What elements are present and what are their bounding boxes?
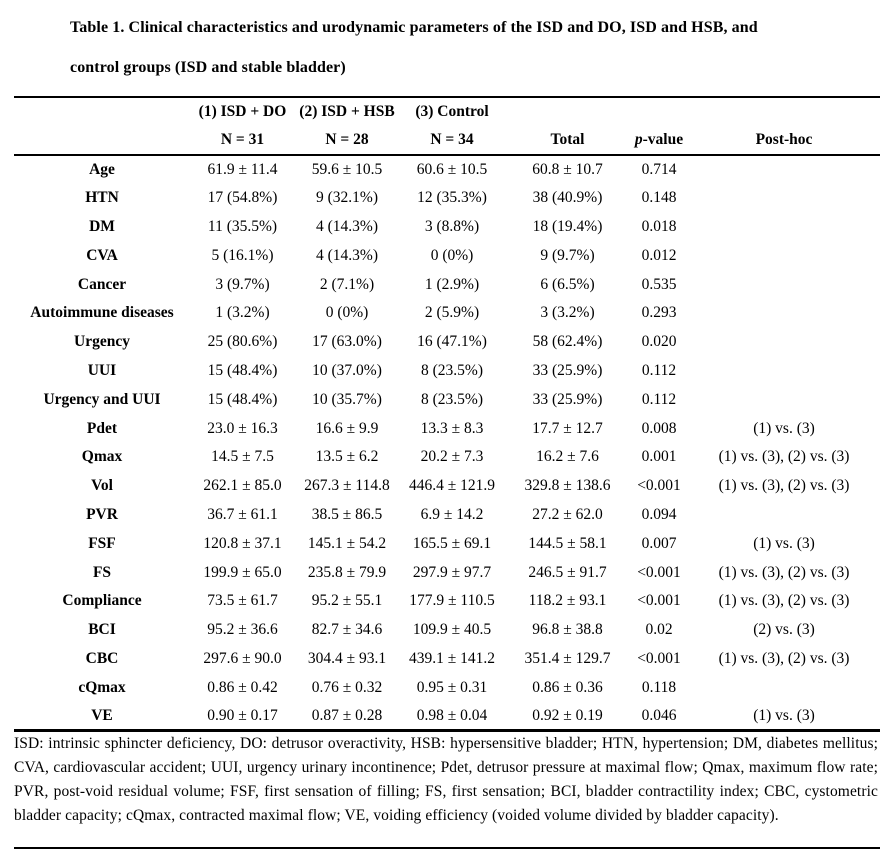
cell-total: 0.86 ± 0.36 — [532, 678, 603, 696]
cell-group3: 20.2 ± 7.3 — [420, 448, 484, 466]
row-label: VE — [91, 706, 113, 724]
caption-line-2: control groups (ISD and stable bladder) — [70, 59, 346, 76]
cell-total: 6 (6.5%) — [540, 275, 595, 293]
cell-p_value: 0.046 — [641, 706, 677, 724]
cell-group3: 0 (0%) — [430, 246, 474, 264]
cell-post_hoc: (1) vs. (3), (2) vs. (3) — [718, 448, 850, 466]
empty-header-cell — [14, 126, 190, 155]
cell-total: 0.92 ± 0.19 — [532, 706, 603, 724]
cell-group3: 0.98 ± 0.04 — [416, 706, 488, 724]
cell-group2: 304.4 ± 93.1 — [307, 649, 387, 667]
clinical-characteristics-table — [14, 96, 880, 732]
table-footnote: ISD: intrinsic sphincter deficiency, DO: detrusor overactivity, HSB: hypersensitive bladder; HTN, hypertension; DM, diabetes mellitus; CVA, cardiovascular accident; UUI, urgency urinary incontinence; Pdet, detrusor pressure at maximal flow; Qmax, maximum flow rate; PVR, post-void residual volume; FSF, first sensation of filling; FS, first sensation; BCI, bladder contractility index; CBC, cystometric bladder capacity; cQmax, contracted maximal flow; VE, voiding efficiency (voided volume divided by bladder capacity). — [14, 735, 878, 825]
cell-total: 16.2 ± 7.6 — [536, 448, 599, 466]
cell-group1: 0.90 ± 0.17 — [207, 706, 278, 724]
table-row — [14, 645, 880, 674]
cell-post_hoc: (1) vs. (3) — [753, 534, 815, 552]
table-row — [14, 702, 880, 731]
cell-group3: 8 (23.5%) — [421, 361, 483, 379]
cell-total: 329.8 ± 138.6 — [524, 477, 611, 495]
cell-p_value: 0.001 — [641, 448, 677, 466]
cell-group3: 439.1 ± 141.2 — [408, 649, 495, 667]
cell-group1: 36.7 ± 61.1 — [207, 505, 278, 523]
row-label: Urgency and UUI — [43, 390, 161, 408]
cell-post_hoc — [688, 385, 880, 414]
cell-group3: 1 (2.9%) — [424, 275, 480, 293]
empty-header-cell — [505, 97, 630, 126]
cell-total: 17.7 ± 12.7 — [532, 419, 603, 437]
cell-p_value: 0.02 — [645, 621, 673, 639]
cell-group2: 235.8 ± 79.9 — [307, 563, 387, 581]
cell-post_hoc: (1) vs. (3), (2) vs. (3) — [718, 563, 850, 581]
cell-group1: 61.9 ± 11.4 — [207, 160, 278, 178]
cell-group1: 5 (16.1%) — [211, 246, 274, 264]
cell-group3: 6.9 ± 14.2 — [420, 505, 484, 523]
cell-post_hoc — [688, 673, 880, 702]
cell-group2: 13.5 ± 6.2 — [315, 448, 379, 466]
cell-group2: 4 (14.3%) — [316, 217, 378, 235]
cell-post_hoc — [688, 270, 880, 299]
cell-post_hoc — [688, 155, 880, 184]
row-label: Pdet — [86, 419, 118, 437]
cell-post_hoc — [688, 241, 880, 270]
cell-p_value: <0.001 — [637, 563, 681, 581]
table-row — [14, 357, 880, 386]
table-row — [14, 184, 880, 213]
cell-total: 9 (9.7%) — [540, 246, 595, 264]
table-row — [14, 241, 880, 270]
cell-total: 3 (3.2%) — [540, 304, 595, 322]
row-label: Vol — [91, 477, 113, 495]
cell-total: 351.4 ± 129.7 — [524, 649, 611, 667]
p-value-rest: -value — [642, 131, 684, 148]
cell-group2: 59.6 ± 10.5 — [311, 160, 383, 178]
table-row — [14, 385, 880, 414]
cell-group1: 1 (3.2%) — [215, 304, 270, 322]
table-row — [14, 558, 880, 587]
cell-post_hoc — [688, 357, 880, 386]
table-row — [14, 587, 880, 616]
bottom-rule — [14, 847, 880, 849]
cell-p_value: 0.118 — [641, 678, 677, 696]
cell-group2: 10 (37.0%) — [312, 361, 382, 379]
cell-total: 33 (25.9%) — [532, 390, 603, 408]
empty-header-cell — [688, 97, 880, 126]
col-header-group1: (1) ISD + DO — [198, 103, 287, 120]
table-row — [14, 472, 880, 501]
cell-p_value: 0.008 — [641, 419, 677, 437]
cell-total: 60.8 ± 10.7 — [532, 160, 603, 178]
cell-group1: 73.5 ± 61.7 — [207, 592, 278, 610]
cell-group1: 15 (48.4%) — [207, 390, 278, 408]
cell-p_value: <0.001 — [637, 477, 681, 495]
cell-p_value: 0.018 — [641, 217, 677, 235]
col-header-n1: N = 31 — [220, 131, 265, 148]
col-header-n2: N = 28 — [325, 131, 369, 148]
table-body — [14, 155, 880, 731]
cell-p_value: 0.148 — [641, 189, 677, 207]
cell-group1: 95.2 ± 36.6 — [207, 621, 278, 639]
cell-group1: 15 (48.4%) — [207, 361, 278, 379]
col-header-total: Total — [550, 131, 585, 148]
table-row — [14, 529, 880, 558]
cell-post_hoc: (2) vs. (3) — [753, 621, 815, 639]
row-label: HTN — [85, 189, 119, 207]
cell-group3: 297.9 ± 97.7 — [412, 563, 492, 581]
table-row — [14, 673, 880, 702]
cell-group2: 17 (63.0%) — [312, 333, 382, 351]
table-row — [14, 443, 880, 472]
cell-group3: 0.95 ± 0.31 — [416, 678, 488, 696]
cell-group2: 16.6 ± 9.9 — [315, 419, 379, 437]
cell-p_value: 0.293 — [641, 304, 677, 322]
cell-group3: 12 (35.3%) — [417, 189, 487, 207]
row-label: Cancer — [77, 275, 127, 293]
cell-group2: 4 (14.3%) — [316, 246, 378, 264]
p-value-italic-p: p — [634, 131, 643, 148]
row-label: Qmax — [81, 448, 123, 466]
col-header-posthoc: Post-hoc — [755, 131, 813, 148]
cell-group2: 95.2 ± 55.1 — [311, 592, 383, 610]
col-header-group2: (2) ISD + HSB — [299, 103, 395, 120]
cell-group1: 199.9 ± 65.0 — [203, 563, 282, 581]
cell-group3: 60.6 ± 10.5 — [416, 160, 488, 178]
cell-group3: 109.9 ± 40.5 — [412, 621, 492, 639]
row-label: Compliance — [62, 592, 142, 610]
cell-group3: 165.5 ± 69.1 — [412, 534, 492, 552]
cell-group1: 0.86 ± 0.42 — [207, 678, 278, 696]
cell-p_value: <0.001 — [637, 649, 681, 667]
cell-p_value: 0.012 — [641, 246, 677, 264]
cell-group3: 3 (8.8%) — [424, 217, 480, 235]
cell-total: 33 (25.9%) — [532, 361, 603, 379]
row-label: DM — [89, 217, 115, 235]
empty-header-cell — [630, 97, 688, 126]
cell-p_value: 0.535 — [641, 275, 677, 293]
row-label: Urgency — [74, 333, 130, 351]
cell-group2: 145.1 ± 54.2 — [307, 534, 387, 552]
caption-line-1: Table 1. Clinical characteristics and urodynamic parameters of the ISD and DO, ISD and HSB, and — [70, 19, 758, 36]
cell-total: 144.5 ± 58.1 — [528, 534, 607, 552]
row-label: PVR — [86, 505, 118, 523]
table-row — [14, 299, 880, 328]
cell-group1: 297.6 ± 90.0 — [203, 649, 282, 667]
cell-group1: 14.5 ± 7.5 — [211, 448, 274, 466]
cell-total: 58 (62.4%) — [532, 333, 603, 351]
cell-p_value: 0.714 — [641, 160, 677, 178]
table-header — [14, 97, 880, 155]
row-label: BCI — [88, 621, 116, 639]
cell-group2: 0 (0%) — [325, 304, 369, 322]
cell-post_hoc — [688, 213, 880, 242]
table-row — [14, 501, 880, 530]
table-row — [14, 616, 880, 645]
cell-p_value: 0.020 — [641, 333, 677, 351]
cell-post_hoc — [688, 328, 880, 357]
cell-post_hoc — [688, 299, 880, 328]
cell-group2: 2 (7.1%) — [319, 275, 375, 293]
table-row — [14, 155, 880, 184]
cell-group3: 2 (5.9%) — [424, 304, 480, 322]
cell-p_value: 0.112 — [641, 361, 677, 379]
cell-group3: 446.4 ± 121.9 — [408, 477, 495, 495]
cell-total: 246.5 ± 91.7 — [528, 563, 607, 581]
cell-group2: 10 (35.7%) — [312, 390, 382, 408]
cell-p_value: 0.007 — [641, 534, 677, 552]
cell-total: 118.2 ± 93.1 — [528, 592, 607, 610]
table-row — [14, 328, 880, 357]
row-label: Age — [89, 160, 115, 178]
cell-group3: 177.9 ± 110.5 — [409, 592, 495, 610]
row-label: Autoimmune diseases — [30, 304, 174, 322]
cell-total: 38 (40.9%) — [532, 189, 603, 207]
row-label: FS — [92, 563, 112, 581]
cell-group1: 262.1 ± 85.0 — [203, 477, 282, 495]
cell-group1: 17 (54.8%) — [207, 189, 278, 207]
cell-p_value: <0.001 — [637, 592, 681, 610]
col-header-group3: (3) Control — [415, 103, 489, 120]
cell-group1: 120.8 ± 37.1 — [203, 534, 282, 552]
cell-group2: 0.87 ± 0.28 — [311, 706, 383, 724]
cell-p_value: 0.094 — [641, 505, 677, 523]
cell-post_hoc — [688, 501, 880, 530]
cell-group2: 267.3 ± 114.8 — [304, 477, 390, 495]
table-row — [14, 270, 880, 299]
cell-post_hoc — [688, 184, 880, 213]
table-row — [14, 414, 880, 443]
table-row — [14, 213, 880, 242]
cell-group3: 8 (23.5%) — [421, 390, 483, 408]
cell-p_value: 0.112 — [641, 390, 677, 408]
cell-post_hoc: (1) vs. (3) — [753, 419, 815, 437]
subheader-row — [14, 126, 880, 155]
col-header-pvalue — [630, 126, 688, 155]
row-label: FSF — [88, 534, 116, 552]
col-header-n3: N = 34 — [430, 131, 474, 148]
row-label: CBC — [85, 649, 119, 667]
cell-group2: 38.5 ± 86.5 — [311, 505, 383, 523]
cell-post_hoc: (1) vs. (3), (2) vs. (3) — [718, 477, 850, 495]
cell-group1: 25 (80.6%) — [207, 333, 278, 351]
cell-total: 96.8 ± 38.8 — [532, 621, 603, 639]
row-label: UUI — [87, 361, 117, 379]
cell-total: 18 (19.4%) — [532, 217, 603, 235]
cell-group1: 11 (35.5%) — [207, 217, 278, 235]
row-label: cQmax — [78, 678, 126, 696]
cell-group3: 16 (47.1%) — [417, 333, 487, 351]
cell-post_hoc: (1) vs. (3), (2) vs. (3) — [718, 592, 850, 610]
empty-header-cell — [14, 97, 190, 126]
cell-group1: 23.0 ± 16.3 — [207, 419, 278, 437]
cell-group1: 3 (9.7%) — [215, 275, 270, 293]
cell-group2: 9 (32.1%) — [316, 189, 378, 207]
row-label: CVA — [86, 246, 118, 264]
group-header-row — [14, 97, 880, 126]
cell-group2: 0.76 ± 0.32 — [311, 678, 383, 696]
cell-group3: 13.3 ± 8.3 — [420, 419, 484, 437]
cell-post_hoc: (1) vs. (3) — [753, 706, 815, 724]
cell-group2: 82.7 ± 34.6 — [311, 621, 383, 639]
cell-total: 27.2 ± 62.0 — [532, 505, 603, 523]
cell-post_hoc: (1) vs. (3), (2) vs. (3) — [718, 649, 850, 667]
table-caption — [0, 0, 820, 88]
